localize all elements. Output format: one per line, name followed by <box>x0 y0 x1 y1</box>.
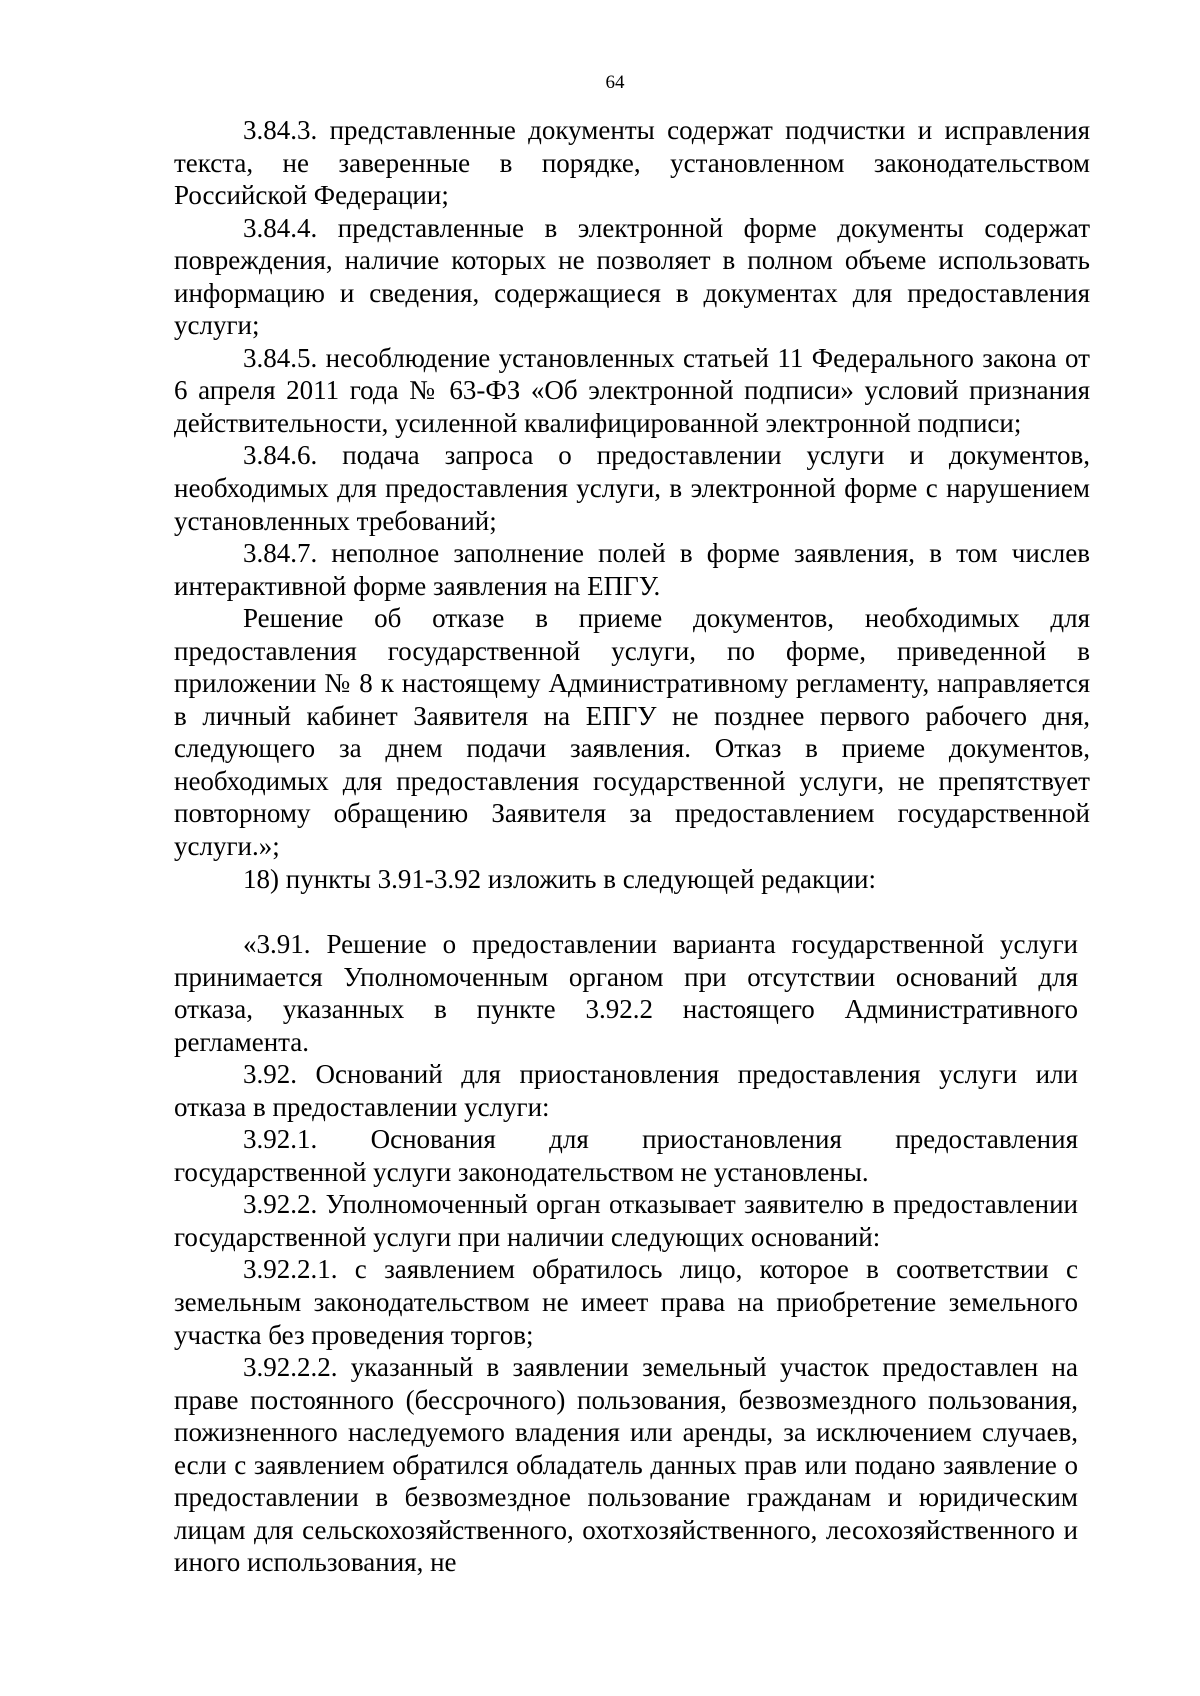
paragraph-item-18: 18) пункты 3.91-3.92 изложить в следующей редакции: <box>243 863 876 894</box>
page-number: 64 <box>605 72 625 93</box>
paragraph-3-92: 3.92. Оснований для приостановления предоставления услуги или отказа в предоставлении услуги: <box>174 1059 1078 1122</box>
paragraph-3-92-2-2: 3.92.2.2. указанный в заявлении земельный участок предоставлен на праве постоянного (бессрочного) пользования, безвозмездного пользования, пожизненного наследуемого владения или аренды, за исключением случаев, если с заявлением обратился обладатель данных прав или подано заявление о предоставлении в безвозмездное пользование гражданам и юридическим лицам для сельскохозяйственного, охотхозяйственного, лесохозяйственного и иного использования, не <box>174 1352 1078 1578</box>
paragraph-3-84-6: 3.84.6. подача запроса о предоставлении услуги и документов, необходимых для предоставления услуги, в электронной форме с нарушением установленных требований; <box>174 440 1090 536</box>
paragraph-3-92-1: 3.92.1. Основания для приостановления предоставления государственной услуги законодательством не установлены. <box>174 1124 1078 1187</box>
paragraph-3-91: «3.91. Решение о предоставлении варианта государственной услуги принимается Уполномоченным органом при отсутствии оснований для отказа, указанных в пункте 3.92.2 настоящего Административного регламента. <box>174 929 1078 1057</box>
paragraph-3-84-7: 3.84.7. неполное заполнение полей в форме заявления, в том числев интерактивной форме заявления на ЕПГУ. <box>174 538 1090 601</box>
paragraph-3-84-3: 3.84.3. представленные документы содержат подчистки и исправления текста, не заверенные в порядке, установленном законодательством Российской Федерации; <box>174 115 1090 211</box>
paragraph-3-84-4: 3.84.4. представленные в электронной форме документы содержат повреждения, наличие которых не позволяет в полном объеме использовать информацию и сведения, содержащиеся в документах для предоставления услуги; <box>174 212 1090 341</box>
body-text-upper <box>174 114 1090 895</box>
paragraph-3-84-5: 3.84.5. несоблюдение установленных статьей 11 Федерального закона от 6 апреля 2011 года № 63-ФЗ «Об электронной подписи» условий признания действительности, усиленной квалифицированной электронной подписи; <box>174 342 1090 438</box>
body-text-lower <box>174 928 1078 1579</box>
paragraph-3-92-2: 3.92.2. Уполномоченный орган отказывает заявителю в предоставлении государственной услуги при наличии следующих оснований: <box>174 1189 1078 1252</box>
paragraph-refusal-decision: Решение об отказе в приеме документов, необходимых для предоставления государственной услуги, по форме, приведенной в приложении № 8 к настоящему Административному регламенту, направляется в личный кабинет Заявителя на ЕПГУ не позднее первого рабочего дня, следующего за днем подачи заявления. Отказ в приеме документов, необходимых для предоставления государственной услуги, не препятствует повторному обращению Заявителя за предоставлением государственной услуги.»; <box>174 603 1090 862</box>
paragraph-3-92-2-1: 3.92.2.1. с заявлением обратилось лицо, которое в соответствии с земельным законодательством не имеет права на приобретение земельного участка без проведения торгов; <box>174 1254 1078 1350</box>
